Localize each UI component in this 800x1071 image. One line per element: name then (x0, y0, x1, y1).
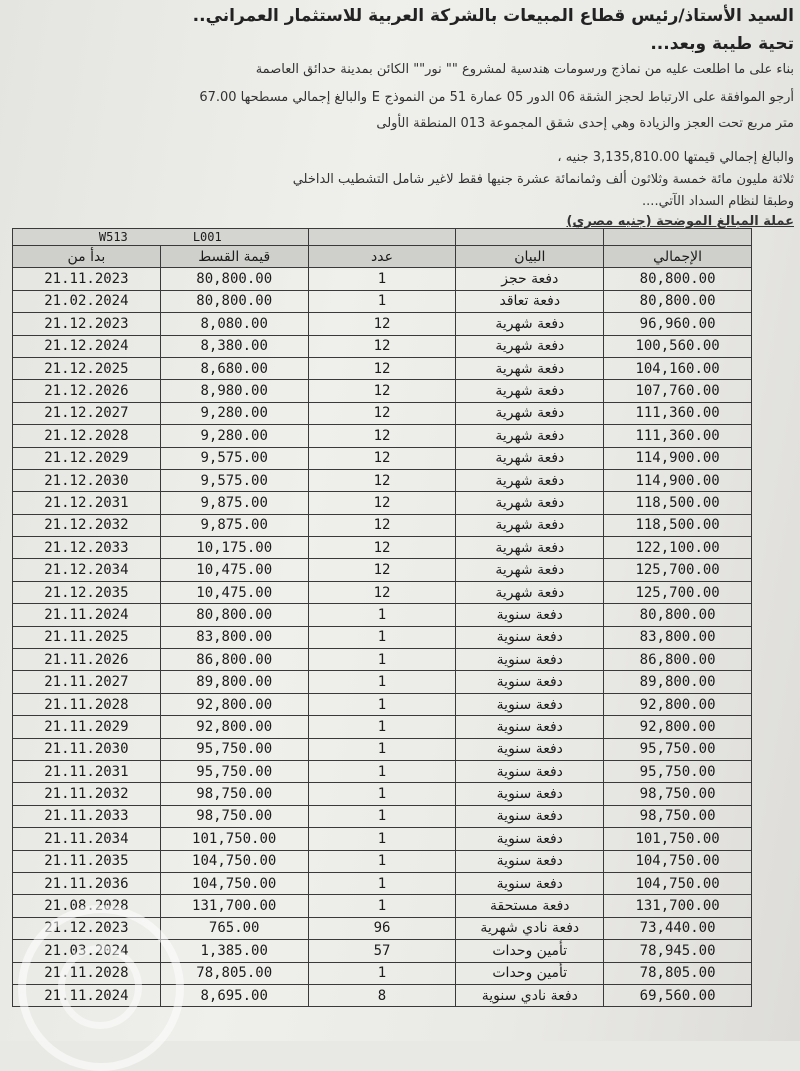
row-date: 21.12.2029 (13, 447, 161, 469)
row-date: 21.11.2035 (13, 850, 161, 872)
row-total: 104,750.00 (604, 850, 752, 872)
row-description: دفعة سنوية (456, 626, 604, 648)
row-total: 98,750.00 (604, 783, 752, 805)
row-date: 21.11.2034 (13, 828, 161, 850)
row-count: 1 (308, 760, 456, 782)
row-date: 21.12.2023 (13, 313, 161, 335)
table-row (13, 380, 752, 402)
row-date: 21.12.2035 (13, 581, 161, 603)
table-row (13, 604, 752, 626)
table-row (13, 290, 752, 312)
row-date: 21.11.2036 (13, 872, 161, 894)
row-count: 12 (308, 313, 456, 335)
table-row (13, 850, 752, 872)
code-cell (13, 229, 309, 246)
row-count: 1 (308, 962, 456, 984)
row-count: 1 (308, 626, 456, 648)
row-installment: 104,750.00 (160, 872, 308, 894)
row-total: 114,900.00 (604, 447, 752, 469)
row-description: دفعة شهرية (456, 492, 604, 514)
row-count: 1 (308, 783, 456, 805)
row-description: دفعة شهرية (456, 537, 604, 559)
row-count: 1 (308, 693, 456, 715)
table-row (13, 805, 752, 827)
table-row (13, 514, 752, 536)
row-total: 86,800.00 (604, 649, 752, 671)
row-date: 21.12.2023 (13, 917, 161, 939)
row-installment: 80,800.00 (160, 290, 308, 312)
row-description: دفعة سنوية (456, 828, 604, 850)
header-date: بدأ من (13, 246, 161, 268)
table-row (13, 537, 752, 559)
row-total: 78,945.00 (604, 940, 752, 962)
row-date: 21.11.2025 (13, 626, 161, 648)
row-count: 12 (308, 514, 456, 536)
row-description: تأمين وحدات (456, 940, 604, 962)
table-row (13, 357, 752, 379)
table-row (13, 626, 752, 648)
code-w: W513 (98, 230, 128, 244)
row-count: 1 (308, 290, 456, 312)
row-description: دفعة شهرية (456, 559, 604, 581)
row-description: دفعة حجز (456, 268, 604, 290)
row-count: 1 (308, 649, 456, 671)
row-description: دفعة شهرية (456, 335, 604, 357)
code-empty (308, 229, 456, 246)
row-date: 21.11.2027 (13, 671, 161, 693)
row-total: 96,960.00 (604, 313, 752, 335)
row-count: 12 (308, 402, 456, 424)
row-date: 21.12.2033 (13, 537, 161, 559)
row-date: 21.11.2029 (13, 716, 161, 738)
payment-schedule-table (12, 228, 752, 1007)
greeting-line: تحية طيبة وبعد... (650, 34, 794, 54)
table-row (13, 872, 752, 894)
table-row (13, 693, 752, 715)
row-total: 69,560.00 (604, 984, 752, 1006)
row-description: دفعة سنوية (456, 716, 604, 738)
row-description: دفعة شهرية (456, 380, 604, 402)
header-description: البيان (456, 246, 604, 268)
row-installment: 10,475.00 (160, 559, 308, 581)
row-date: 21.11.2032 (13, 783, 161, 805)
header-installment: قيمة القسط (160, 246, 308, 268)
code-empty (456, 229, 604, 246)
row-date: 21.12.2024 (13, 335, 161, 357)
header-total: الإجمالي (604, 246, 752, 268)
row-total: 100,560.00 (604, 335, 752, 357)
row-total: 78,805.00 (604, 962, 752, 984)
row-total: 83,800.00 (604, 626, 752, 648)
row-count: 1 (308, 850, 456, 872)
row-installment: 8,080.00 (160, 313, 308, 335)
row-description: دفعة نادي سنوية (456, 984, 604, 1006)
row-count: 57 (308, 940, 456, 962)
row-installment: 9,575.00 (160, 447, 308, 469)
row-total: 111,360.00 (604, 425, 752, 447)
row-description: دفعة سنوية (456, 649, 604, 671)
row-total: 95,750.00 (604, 760, 752, 782)
row-count: 12 (308, 357, 456, 379)
addressee-line: السيد الأستاذ/رئيس قطاع المبيعات بالشركة العربية للاستثمار العمراني.. (192, 6, 794, 26)
row-total: 104,160.00 (604, 357, 752, 379)
row-installment: 9,280.00 (160, 402, 308, 424)
table-row (13, 425, 752, 447)
row-description: دفعة سنوية (456, 850, 604, 872)
row-installment: 80,800.00 (160, 604, 308, 626)
row-description: دفعة سنوية (456, 760, 604, 782)
row-total: 89,800.00 (604, 671, 752, 693)
unit-line: أرجو الموافقة على الارتباط لحجز الشقة 06 الدور 05 عمارة 51 من النموذج E والبالغ إجمالي مسطحها 67.00 (199, 90, 794, 105)
project-line: بناء على ما اطلعت عليه من نماذج ورسومات هندسية لمشروع "" نور"" الكائن بمدينة حدائق العاصمة (255, 62, 794, 77)
row-count: 12 (308, 425, 456, 447)
table-row (13, 402, 752, 424)
row-count: 12 (308, 559, 456, 581)
row-date: 21.12.2032 (13, 514, 161, 536)
row-installment: 86,800.00 (160, 649, 308, 671)
row-description: دفعة تعاقد (456, 290, 604, 312)
row-installment: 9,875.00 (160, 492, 308, 514)
row-description: دفعة سنوية (456, 805, 604, 827)
row-count: 12 (308, 335, 456, 357)
table-row (13, 716, 752, 738)
row-total: 95,750.00 (604, 738, 752, 760)
row-description: دفعة شهرية (456, 313, 604, 335)
row-count: 1 (308, 268, 456, 290)
row-date: 21.11.2024 (13, 984, 161, 1006)
row-description: دفعة سنوية (456, 738, 604, 760)
row-installment: 78,805.00 (160, 962, 308, 984)
row-count: 1 (308, 716, 456, 738)
row-installment: 10,175.00 (160, 537, 308, 559)
table-row (13, 649, 752, 671)
row-installment: 9,280.00 (160, 425, 308, 447)
row-total: 80,800.00 (604, 268, 752, 290)
row-count: 1 (308, 604, 456, 626)
row-total: 98,750.00 (604, 805, 752, 827)
row-description: دفعة سنوية (456, 693, 604, 715)
row-date: 21.11.2026 (13, 649, 161, 671)
row-total: 118,500.00 (604, 514, 752, 536)
row-installment: 10,475.00 (160, 581, 308, 603)
row-installment: 8,380.00 (160, 335, 308, 357)
row-count: 1 (308, 828, 456, 850)
row-date: 21.11.2030 (13, 738, 161, 760)
row-date: 21.03.2024 (13, 940, 161, 962)
row-description: دفعة سنوية (456, 872, 604, 894)
row-count: 1 (308, 805, 456, 827)
row-installment: 83,800.00 (160, 626, 308, 648)
row-description: دفعة شهرية (456, 514, 604, 536)
row-installment: 89,800.00 (160, 671, 308, 693)
table-row (13, 268, 752, 290)
row-total: 114,900.00 (604, 469, 752, 491)
table-row (13, 828, 752, 850)
table-row (13, 313, 752, 335)
row-installment: 8,980.00 (160, 380, 308, 402)
row-date: 21.11.2031 (13, 760, 161, 782)
table-row (13, 783, 752, 805)
row-description: دفعة شهرية (456, 357, 604, 379)
row-description: دفعة سنوية (456, 604, 604, 626)
row-date: 21.12.2028 (13, 425, 161, 447)
row-total: 80,800.00 (604, 290, 752, 312)
table-row (13, 447, 752, 469)
row-total: 73,440.00 (604, 917, 752, 939)
total-value-line: والبالغ إجمالي قيمتها 3,135,810.00 جنيه ، (557, 150, 794, 165)
table-row (13, 335, 752, 357)
row-total: 101,750.00 (604, 828, 752, 850)
row-installment: 9,575.00 (160, 469, 308, 491)
row-date: 21.12.2026 (13, 380, 161, 402)
row-description: دفعة نادي شهرية (456, 917, 604, 939)
row-description: دفعة سنوية (456, 783, 604, 805)
row-total: 104,750.00 (604, 872, 752, 894)
row-description: تأمين وحدات (456, 962, 604, 984)
row-total: 118,500.00 (604, 492, 752, 514)
row-date: 21.12.2034 (13, 559, 161, 581)
row-count: 1 (308, 895, 456, 917)
row-installment: 1,385.00 (160, 940, 308, 962)
area-line: متر مربع تحت العجز والزيادة وهي إحدى شقق المجموعة 013 المنطقة الأولى (376, 116, 794, 131)
row-count: 8 (308, 984, 456, 1006)
row-description: دفعة شهرية (456, 581, 604, 603)
row-installment: 98,750.00 (160, 805, 308, 827)
code-l: L001 (192, 230, 222, 244)
row-total: 107,760.00 (604, 380, 752, 402)
row-date: 21.11.2024 (13, 604, 161, 626)
total-value-words: ثلاثة مليون مائة خمسة وثلاثون ألف وثمانمائة عشرة جنيها فقط لاغير شامل التشطيب الداخلي (292, 172, 794, 187)
row-total: 125,700.00 (604, 559, 752, 581)
row-installment: 92,800.00 (160, 693, 308, 715)
currency-note: عملة المبالغ الموضحة (جنيه مصري) (566, 214, 794, 229)
code-empty (604, 229, 752, 246)
row-date: 21.11.2028 (13, 962, 161, 984)
row-installment: 80,800.00 (160, 268, 308, 290)
row-count: 12 (308, 469, 456, 491)
row-installment: 101,750.00 (160, 828, 308, 850)
row-description: دفعة شهرية (456, 447, 604, 469)
row-total: 111,360.00 (604, 402, 752, 424)
table-row (13, 581, 752, 603)
row-installment: 8,695.00 (160, 984, 308, 1006)
row-date: 21.12.2031 (13, 492, 161, 514)
row-installment: 92,800.00 (160, 716, 308, 738)
row-installment: 95,750.00 (160, 760, 308, 782)
row-date: 21.12.2025 (13, 357, 161, 379)
row-total: 92,800.00 (604, 716, 752, 738)
row-installment: 131,700.00 (160, 895, 308, 917)
table-row (13, 492, 752, 514)
row-count: 1 (308, 872, 456, 894)
row-count: 12 (308, 492, 456, 514)
table-row (13, 559, 752, 581)
header-row (13, 246, 752, 268)
row-count: 1 (308, 671, 456, 693)
row-count: 12 (308, 447, 456, 469)
row-total: 80,800.00 (604, 604, 752, 626)
table-row (13, 671, 752, 693)
row-description: دفعة شهرية (456, 425, 604, 447)
table-row (13, 738, 752, 760)
row-description: دفعة شهرية (456, 469, 604, 491)
row-date: 21.11.2023 (13, 268, 161, 290)
row-date: 21.12.2027 (13, 402, 161, 424)
row-installment: 8,680.00 (160, 357, 308, 379)
row-count: 12 (308, 537, 456, 559)
row-count: 96 (308, 917, 456, 939)
row-installment: 95,750.00 (160, 738, 308, 760)
row-installment: 98,750.00 (160, 783, 308, 805)
row-description: دفعة مستحقة (456, 895, 604, 917)
row-description: دفعة شهرية (456, 402, 604, 424)
row-date: 21.02.2024 (13, 290, 161, 312)
row-description: دفعة سنوية (456, 671, 604, 693)
row-installment: 9,875.00 (160, 514, 308, 536)
payment-system-line: وطبقا لنظام السداد الآتي.... (642, 194, 794, 209)
header-count: عدد (308, 246, 456, 268)
row-total: 131,700.00 (604, 895, 752, 917)
row-date: 21.12.2030 (13, 469, 161, 491)
row-total: 92,800.00 (604, 693, 752, 715)
watermark-logo-inner (58, 945, 142, 1029)
row-total: 125,700.00 (604, 581, 752, 603)
row-installment: 765.00 (160, 917, 308, 939)
table-row (13, 760, 752, 782)
row-date: 21.11.2028 (13, 693, 161, 715)
row-date: 21.11.2033 (13, 805, 161, 827)
row-date: 21.08.2028 (13, 895, 161, 917)
row-count: 12 (308, 581, 456, 603)
row-installment: 104,750.00 (160, 850, 308, 872)
row-total: 122,100.00 (604, 537, 752, 559)
row-count: 1 (308, 738, 456, 760)
code-row (13, 229, 752, 246)
table-row (13, 469, 752, 491)
row-count: 12 (308, 380, 456, 402)
